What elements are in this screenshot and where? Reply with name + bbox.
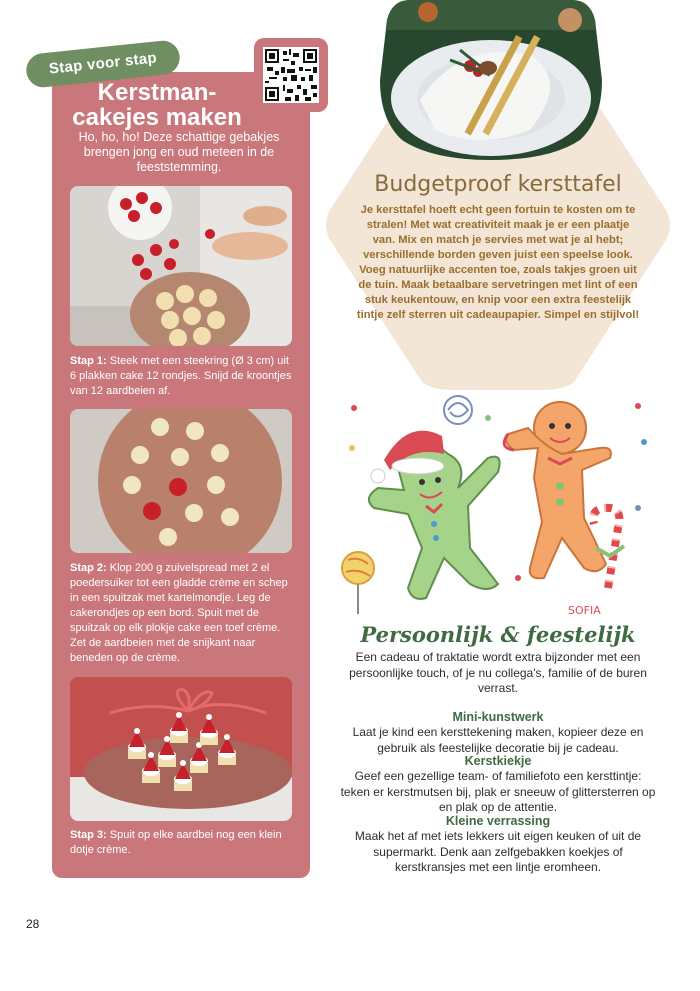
section-heading-mini-kunstwerk: Mini-kunstwerk xyxy=(452,710,544,724)
recipe-title-line2: cakejes maken xyxy=(72,104,242,131)
step2-photo xyxy=(70,409,292,553)
step1 xyxy=(70,354,296,399)
step1-label: Stap 1: xyxy=(70,355,107,367)
section-heading-kerstkiekje: Kerstkiekje xyxy=(464,754,532,768)
section-text-mini-kunstwerk: Laat je kind een kersttekening maken, kopieer deze en gebruik als feestelijke decoratie bij je cadeau. xyxy=(352,725,644,755)
step2-label: Stap 2: xyxy=(70,562,107,574)
qr-code-icon[interactable] xyxy=(263,47,319,103)
personal-title: Persoonlijk & feestelijk xyxy=(360,622,636,647)
step1-photo xyxy=(70,186,292,346)
step3-photo xyxy=(70,677,292,821)
gingerbread-drawing xyxy=(338,388,660,620)
step1-text: Steek met een steekring (Ø 3 cm) uit 6 plakken cake 12 rondjes. Snijd de kroontjes van 12 aardbeien af. xyxy=(70,355,292,397)
section-text-kleine-verrassing: Maak het af met iets lekkers uit eigen keuken of uit de supermarkt. Denk aan zelfgebakken koekjes of kerstkransjes met een lintje eromheen. xyxy=(354,829,642,874)
recipe-intro: Ho, ho, ho! Deze schattige gebakjes brengen jong en oud meteen in de feeststemming. xyxy=(78,130,280,174)
step3-label: Stap 3: xyxy=(70,829,107,841)
page-number: 28 xyxy=(26,917,40,931)
step3 xyxy=(70,828,296,858)
recipe-title xyxy=(62,80,252,130)
budget-body: Je kersttafel hoeft echt geen fortuin te kosten om te stralen! Met wat creativiteit maak je er een plaatje van. Mix en match je servies met wat je al hebt; verschillende borden geven juist een speelse look. Voeg natuurlijke accenten toe, zoals takjes groen uit de tuin. Maak betaalbare servetringen met lint of een stuk keukentouw, en knip voor een extra feestelijk tintje zelf sterren uit cadeaupapier. Simpel en stijlvol! xyxy=(356,204,640,321)
step-by-step-tag: Stap voor stap xyxy=(25,39,182,89)
section-heading-kleine-verrassing: Kleine verrassing xyxy=(445,814,551,828)
personal-intro: Een cadeau of traktatie wordt extra bijzonder met een persoonlijke touch, of je nu collega's, familie of de buren verrast. xyxy=(349,650,647,695)
table-setting-photo xyxy=(380,0,602,160)
step2 xyxy=(70,561,296,666)
step2-text: Klop 200 g zuivelspread met 2 el poedersuiker tot een gladde crème en schep in een spuitzak met kartelmondje. Leg de cakerondjes op een bord. Spuit met de spuitzak op elk plokje cake een toef crème. Zet de aardbeien met de snijkant naar beneden op de crème. xyxy=(70,562,288,664)
recipe-title-line1: Kerstman- xyxy=(97,79,217,106)
drawing-signature: SOFIA xyxy=(568,604,601,617)
section-text-kerstkiekje: Geef een gezellige team- of familiefoto een kersttintje: teken er kerstmutsen bij, plak er sneeuw of glittersterren op en plak op de attentie. xyxy=(340,769,656,814)
step3-text: Spuit op elke aardbei nog een klein dotje crème. xyxy=(70,829,282,856)
budget-title: Budgetproof kersttafel xyxy=(374,172,622,197)
